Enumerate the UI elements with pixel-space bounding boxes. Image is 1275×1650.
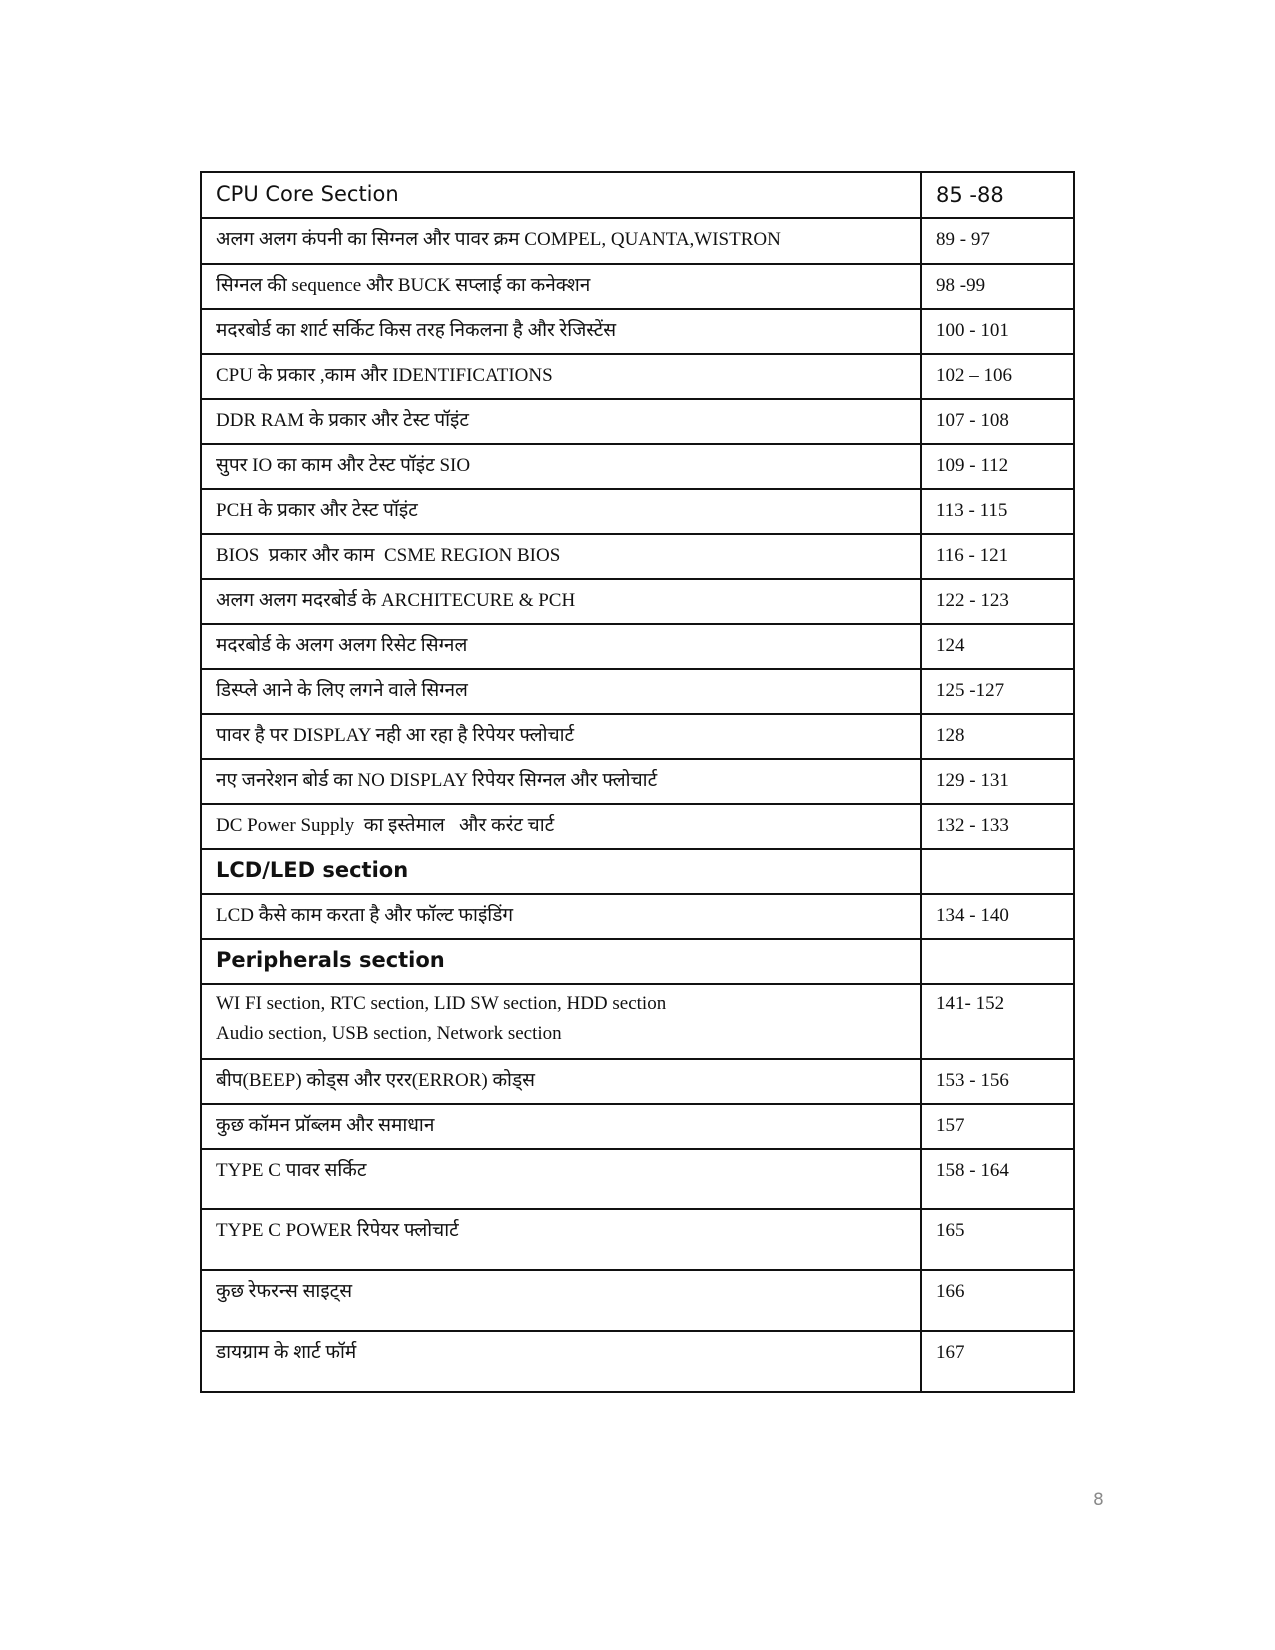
entry-title: मदरबोर्ड के अलग अलग रिसेट सिग्नल <box>216 635 468 656</box>
toc-title-cell <box>201 264 921 309</box>
toc-row <box>201 399 1074 444</box>
toc-pages-cell <box>921 1149 1074 1209</box>
page-range: 98 -99 <box>936 275 986 296</box>
toc-pages-cell <box>921 534 1074 579</box>
section-title: Peripherals section <box>216 948 445 972</box>
toc-title-cell <box>201 714 921 759</box>
entry-title: पावर है पर DISPLAY नही आ रहा है रिपेयर फ्लोचार्ट <box>216 725 575 746</box>
page-range: 132 - 133 <box>936 815 1009 836</box>
toc-row <box>201 669 1074 714</box>
toc-title-cell <box>201 939 921 984</box>
toc-row <box>201 804 1074 849</box>
toc-title-cell <box>201 1149 921 1209</box>
toc-pages-cell <box>921 714 1074 759</box>
page-range: 128 <box>936 725 965 746</box>
entry-title: DC Power Supply का इस्तेमाल और करंट चार्ट <box>216 815 555 836</box>
toc-row <box>201 1270 1074 1331</box>
toc-title-cell <box>201 489 921 534</box>
toc-row <box>201 309 1074 354</box>
entry-title: WI FI section, RTC section, LID SW section, HDD section <box>216 993 667 1014</box>
toc-title-cell <box>201 894 921 939</box>
toc-pages-cell <box>921 399 1074 444</box>
toc-title-cell <box>201 579 921 624</box>
page-range: 129 - 131 <box>936 770 1009 791</box>
entry-title: अलग अलग मदरबोर्ड के ARCHITECURE & PCH <box>216 590 576 611</box>
entry-title: DDR RAM के प्रकार और टेस्ट पॉइंट <box>216 410 469 431</box>
page-range: 125 -127 <box>936 680 1005 701</box>
toc-pages-cell <box>921 804 1074 849</box>
entry-title: PCH के प्रकार और टेस्ट पॉइंट <box>216 500 418 521</box>
toc-section-row <box>201 939 1074 984</box>
page-range: 100 - 101 <box>936 320 1009 341</box>
toc-section-row <box>201 172 1074 218</box>
toc-pages-cell <box>921 489 1074 534</box>
toc-pages-cell <box>921 579 1074 624</box>
entry-title-line2: Audio section, USB section, Network section <box>216 1023 562 1044</box>
toc-title-cell <box>201 1209 921 1270</box>
toc-pages-cell <box>921 624 1074 669</box>
toc-pages-cell <box>921 264 1074 309</box>
page-range: 109 - 112 <box>936 455 1009 476</box>
entry-title: मदरबोर्ड का शार्ट सर्किट किस तरह निकलना है और रेजिस्टेंस <box>216 320 617 341</box>
page-range: 113 - 115 <box>936 500 1008 521</box>
toc-pages-cell <box>921 1104 1074 1149</box>
toc-row <box>201 264 1074 309</box>
toc-title-cell <box>201 354 921 399</box>
toc-title-cell <box>201 624 921 669</box>
toc-pages-cell <box>921 894 1074 939</box>
toc-title-cell <box>201 984 921 1059</box>
toc-title-cell <box>201 309 921 354</box>
toc-row <box>201 1209 1074 1270</box>
entry-title: कुछ रेफरन्स साइट्स <box>216 1281 353 1302</box>
section-title: CPU Core Section <box>216 182 399 206</box>
entry-title: नए जनरेशन बोर्ड का NO DISPLAY रिपेयर सिग्नल और फ्लोचार्ट <box>216 770 658 791</box>
toc-row <box>201 489 1074 534</box>
page-range: 167 <box>936 1342 965 1363</box>
toc-row <box>201 894 1074 939</box>
toc-pages-cell <box>921 1209 1074 1270</box>
toc-title-cell <box>201 669 921 714</box>
toc-row <box>201 759 1074 804</box>
toc-title-cell <box>201 804 921 849</box>
toc-pages-cell <box>921 218 1074 264</box>
page-range: 124 <box>936 635 965 656</box>
toc-title-cell <box>201 1059 921 1104</box>
entry-title: डिस्प्ले आने के लिए लगने वाले सिग्नल <box>216 680 468 701</box>
toc-title-cell <box>201 1331 921 1392</box>
entry-title: कुछ कॉमन प्रॉब्लम और समाधान <box>216 1115 435 1136</box>
entry-title: BIOS प्रकार और काम CSME REGION BIOS <box>216 545 561 566</box>
toc-title-cell <box>201 444 921 489</box>
toc-title-cell <box>201 849 921 894</box>
page-range: 158 - 164 <box>936 1160 1009 1181</box>
toc-pages-cell <box>921 1059 1074 1104</box>
toc-title-cell <box>201 1270 921 1331</box>
toc-pages-cell <box>921 309 1074 354</box>
page-range: 89 - 97 <box>936 229 990 250</box>
page-range: 157 <box>936 1115 965 1136</box>
toc-title-cell <box>201 1104 921 1149</box>
section-title: LCD/LED section <box>216 858 409 882</box>
toc-pages-cell <box>921 1270 1074 1331</box>
toc-section-row <box>201 849 1074 894</box>
toc-pages-cell <box>921 759 1074 804</box>
toc-pages-cell <box>921 1331 1074 1392</box>
toc-row <box>201 1331 1074 1392</box>
toc-title-cell <box>201 172 921 218</box>
toc-pages-cell <box>921 444 1074 489</box>
toc-pages-cell <box>921 354 1074 399</box>
page-range: 141- 152 <box>936 993 1005 1014</box>
entry-title: CPU के प्रकार ,काम और IDENTIFICATIONS <box>216 365 553 386</box>
page-range: 166 <box>936 1281 965 1302</box>
toc-pages-cell <box>921 939 1074 984</box>
toc-pages-cell <box>921 669 1074 714</box>
entry-title: अलग अलग कंपनी का सिग्नल और पावर क्रम COMPEL, QUANTA,WISTRON <box>216 229 781 250</box>
toc-row <box>201 444 1074 489</box>
toc-pages-cell <box>921 984 1074 1059</box>
toc-row <box>201 714 1074 759</box>
toc-row <box>201 984 1074 1059</box>
page-range: 85 -88 <box>936 183 1004 207</box>
entry-title: TYPE C POWER रिपेयर फ्लोचार्ट <box>216 1220 459 1241</box>
page-range: 165 <box>936 1220 965 1241</box>
toc-title-cell <box>201 534 921 579</box>
page-range: 134 - 140 <box>936 905 1009 926</box>
toc-row <box>201 354 1074 399</box>
page-range: 107 - 108 <box>936 410 1009 431</box>
page-range: 102 – 106 <box>936 365 1012 386</box>
page-range: 122 - 123 <box>936 590 1009 611</box>
toc-title-cell <box>201 218 921 264</box>
toc-row <box>201 534 1074 579</box>
toc-row <box>201 1059 1074 1104</box>
table-of-contents <box>200 171 1075 1393</box>
toc-row <box>201 218 1074 264</box>
page-range: 116 - 121 <box>936 545 1009 566</box>
entry-title: TYPE C पावर सर्किट <box>216 1160 367 1181</box>
toc-pages-cell <box>921 849 1074 894</box>
toc-row <box>201 1149 1074 1209</box>
entry-title: बीप(BEEP) कोड्स और एरर(ERROR) कोड्स <box>216 1070 535 1091</box>
toc-title-cell <box>201 759 921 804</box>
page-number: 8 <box>1093 1490 1104 1510</box>
toc-row <box>201 624 1074 669</box>
toc-row <box>201 1104 1074 1149</box>
toc-title-cell <box>201 399 921 444</box>
toc-pages-cell <box>921 172 1074 218</box>
entry-title: LCD कैसे काम करता है और फॉल्ट फाइंडिंग <box>216 905 514 926</box>
page-range: 153 - 156 <box>936 1070 1009 1091</box>
entry-title: डायग्राम के शार्ट फॉर्म <box>216 1342 357 1363</box>
toc-row <box>201 579 1074 624</box>
entry-title: सुपर IO का काम और टेस्ट पॉइंट SIO <box>216 455 471 476</box>
entry-title: सिग्नल की sequence और BUCK सप्लाई का कनेक्शन <box>216 275 591 296</box>
